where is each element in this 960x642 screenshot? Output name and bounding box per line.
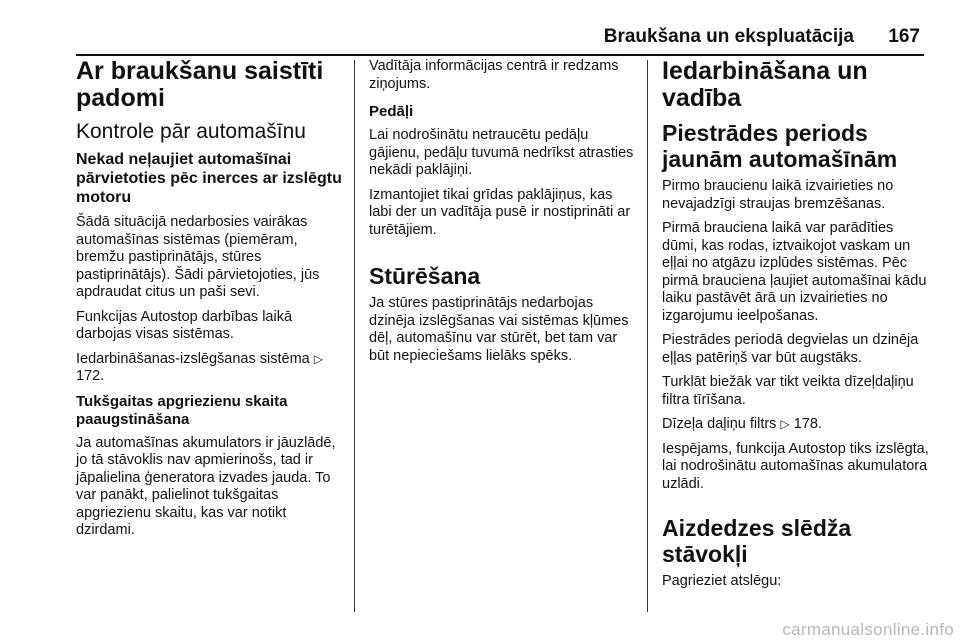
paragraph: Vadītāja informācijas centrā ir redzams ziņojums. — [369, 58, 619, 92]
paragraph: Pirmā brauciena laikā var parādīties dūmi, kas rodas, iztvaikojot vaskam un eļļai no atgāzu izplūdes sistēmas. Pēc pirmā brauciena ļaujiet automašīnai kādu laiku pastāvēt ārā un izvairieties no izgarojumu ieelpošanas. — [662, 220, 927, 324]
subheading-idle-speed: Tukšgaitas apgriezienu skaita paaugstināšana — [76, 392, 288, 428]
column-divider-1 — [354, 60, 355, 612]
subheading-steering: Stūrēšana — [369, 263, 481, 289]
subheading-pedals: Pedāļi — [369, 103, 414, 120]
paragraph-with-ref — [662, 416, 930, 434]
subheading-vehicle-control: Kontrole pār automašīnu — [76, 120, 306, 143]
watermark: carmanualsonline.info — [782, 620, 954, 639]
ref-text: Iedarbināšanas-izslēgšanas sistēma — [76, 350, 310, 367]
column-1 — [76, 58, 344, 547]
column-2 — [369, 58, 637, 372]
paragraph: Pagrieziet atslēgu: — [662, 573, 782, 589]
page-ref-link[interactable]: 172. — [76, 368, 105, 384]
subheading-ignition-positions: Aizdedzes slēdža stāvokļi — [662, 515, 852, 567]
page-number: 167 — [888, 26, 920, 47]
header-rule — [76, 54, 924, 56]
column-divider-2 — [647, 60, 648, 612]
paragraph-with-ref — [76, 351, 344, 386]
section-heading-driving-hints: Ar braukšanu saistīti padomi — [76, 57, 324, 112]
paragraph: Ja stūres pastiprinātājs nedarbojas dzinēja izslēgšanas vai sistēmas kļūmes dēļ, automašīnu var stūrēt, bet tam var būt nepieciešams lielāks spēks. — [369, 295, 629, 364]
paragraph: Pirmo braucienu laikā izvairieties no nevajadzīgi straujas bremzēšanas. — [662, 178, 894, 212]
subheading-never-coast: Nekad neļaujiet automašīnai pārvietoties pēc inerces ar izslēgtu motoru — [76, 151, 342, 206]
paragraph: Funkcijas Autostop darbības laikā darbojas visas sistēmas. — [76, 308, 293, 342]
page-header — [0, 26, 960, 56]
arrow-ref-icon: ▷ — [313, 351, 324, 366]
ref-text: Dīzeļa daļiņu filtrs — [662, 416, 777, 432]
subheading-running-in: Piestrādes periods jaunām automašīnām — [662, 120, 898, 172]
arrow-ref-icon: ▷ — [780, 417, 790, 431]
paragraph: Šādā situācijā nedarbosies vairākas automašīnas sistēmas (piemēram, bremžu pastiprinātājs, stūres pastiprinātājs). Šādi pārvietojoties, jūs apdraudat citus un paši sevi. — [76, 214, 320, 300]
paragraph: Izmantojiet tikai grīdas paklājiņus, kas labi der un vadītāja pusē ir nostiprināti ar turētājiem. — [369, 186, 631, 238]
running-title: Braukšana un ekspluatācija — [603, 26, 854, 47]
page-ref-link[interactable]: 178. — [793, 416, 822, 432]
paragraph: Turklāt biežāk var tikt veikta dīzeļdaļiņu filtra tīrīšana. — [662, 374, 914, 408]
paragraph: Iespējams, funkcija Autostop tiks izslēgta, lai nodrošinātu automašīnas akumulatora uzlādi. — [662, 440, 929, 492]
column-3 — [662, 58, 930, 598]
paragraph: Piestrādes periodā degvielas un dzinēja eļļas patēriņš var būt augstāks. — [662, 332, 919, 366]
paragraph: Lai nodrošinātu netraucētu pedāļu gājienu, pedāļu tuvumā nedrīkst atrasties nekādi paklājiņi. — [369, 127, 634, 178]
paragraph: Ja automašīnas akumulators ir jāuzlādē, jo tā stāvoklis nav apmierinošs, tad ir jāpalielina ģeneratora izvades jauda. To var panākt, palielinot tukšgaitas apgriezienu skaitu, kas var notikt dzirdami. — [76, 434, 336, 538]
section-heading-starting: Iedarbināšana un vadība — [662, 57, 868, 112]
